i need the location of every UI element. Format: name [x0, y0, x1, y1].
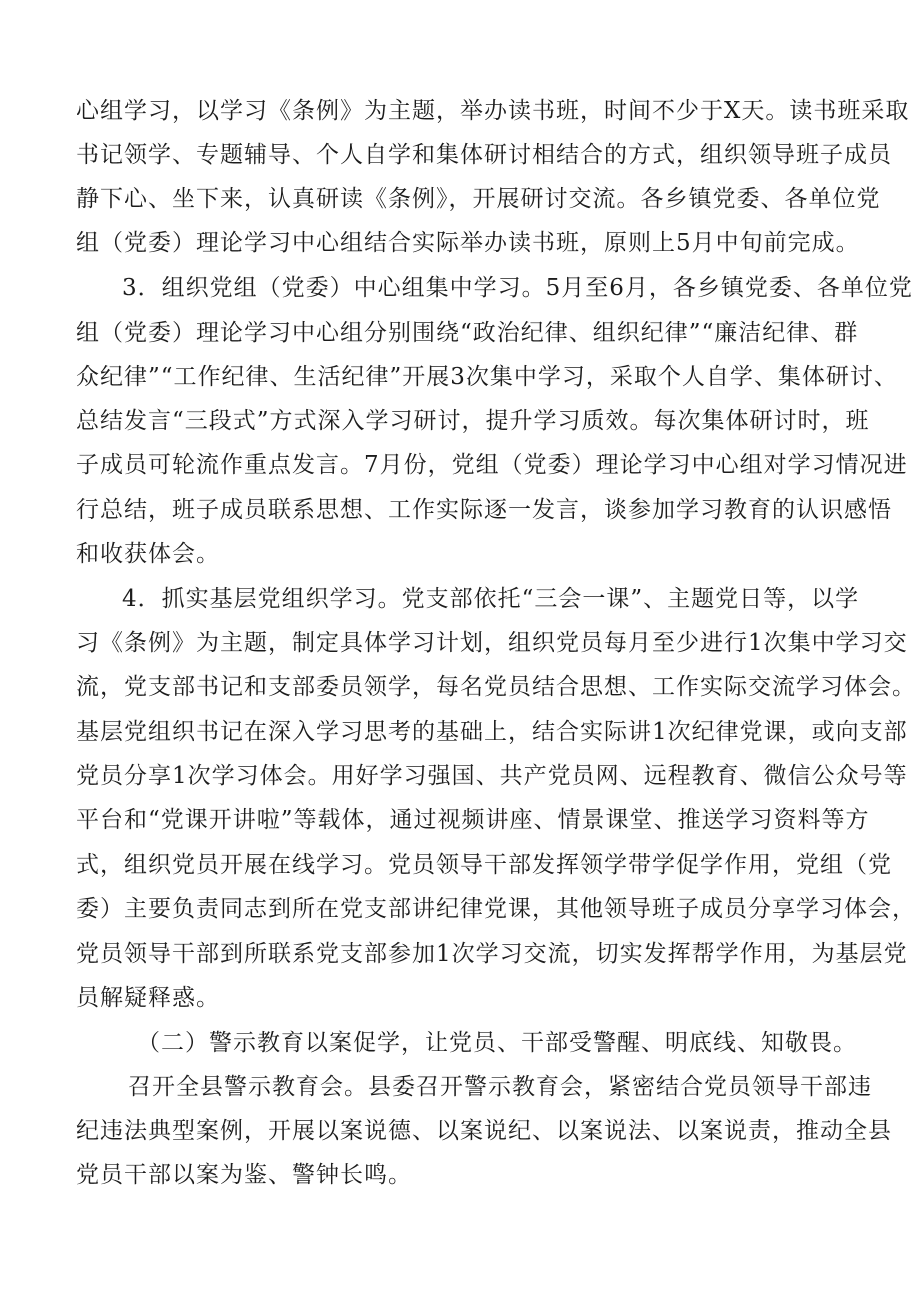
paragraph-line: 和收获体会。 [76, 541, 220, 567]
paragraph-line: 流，党支部书记和支部委员领学，每名党员结合思想、工作实际交流学习体会。 [76, 674, 916, 700]
paragraph-line: 书记领学、专题辅导、个人自学和集体研讨相结合的方式，组织领导班子成员 [76, 142, 892, 168]
paragraph-line: 党员领导干部到所联系党支部参加1次学习交流，切实发挥帮学作用，为基层党 [76, 941, 908, 967]
paragraph-line: 组（党委）理论学习中心组分别围绕“政治纪律、组织纪律”“廉洁纪律、群 [76, 320, 859, 346]
paragraph-line: 3．组织党组（党委）中心组集中学习。5月至6月，各乡镇党委、各单位党 [122, 275, 913, 301]
paragraph-line: 静下心、坐下来，认真研读《条例》，开展研讨交流。各乡镇党委、各单位党 [76, 186, 881, 212]
paragraph-line: 基层党组织书记在深入学习思考的基础上，结合实际讲1次纪律党课，或向支部 [76, 719, 908, 745]
paragraph-line: 党员干部以案为鉴、警钟长鸣。 [76, 1162, 412, 1188]
paragraph-line: 心组学习，以学习《条例》为主题，举办读书班，时间不少于X天。读书班采取 [76, 98, 910, 124]
paragraph-line: 组（党委）理论学习中心组结合实际举办读书班，原则上5月中旬前完成。 [76, 230, 860, 256]
paragraph-line: 众纪律”“工作纪律、生活纪律”开展3次集中学习，采取个人自学、集体研讨、 [76, 364, 898, 390]
paragraph-line: 员解疑释惑。 [76, 985, 220, 1011]
paragraph-line: 党员分享1次学习体会。用好学习强国、共产党员网、远程教育、微信公众号等 [76, 763, 908, 789]
paragraph-line: 式，组织党员开展在线学习。党员领导干部发挥领学带学促学作用，党组（党 [76, 852, 892, 878]
paragraph-line: 行总结，班子成员联系思想、工作实际逐一发言，谈参加学习教育的认识感悟 [76, 497, 892, 523]
paragraph-line: 子成员可轮流作重点发言。7月份，党组（党委）理论学习中心组对学习情况进 [76, 452, 908, 478]
paragraph-line: 习《条例》为主题，制定具体学习计划，组织党员每月至少进行1次集中学习交 [76, 630, 908, 656]
paragraph-line: 纪违法典型案例，开展以案说德、以案说纪、以案说法、以案说责，推动全县 [76, 1118, 892, 1144]
paragraph-line: 委）主要负责同志到所在党支部讲纪律党课，其他领导班子成员分享学习体会， [76, 896, 916, 922]
paragraph-line: 4．抓实基层党组织学习。党支部依托“三会一课”、主题党日等，以学 [122, 586, 860, 612]
paragraph-line: 平台和“党课开讲啦”等载体，通过视频讲座、情景课堂、推送学习资料等方 [76, 807, 870, 833]
paragraph-line: 总结发言“三段式”方式深入学习研讨，提升学习质效。每次集体研讨时，班 [76, 408, 870, 434]
section-heading: （二）警示教育以案促学，让党员、干部受警醒、明底线、知敬畏。 [137, 1030, 857, 1056]
paragraph-line: 召开全县警示教育会。县委召开警示教育会，紧密结合党员领导干部违 [128, 1074, 872, 1100]
